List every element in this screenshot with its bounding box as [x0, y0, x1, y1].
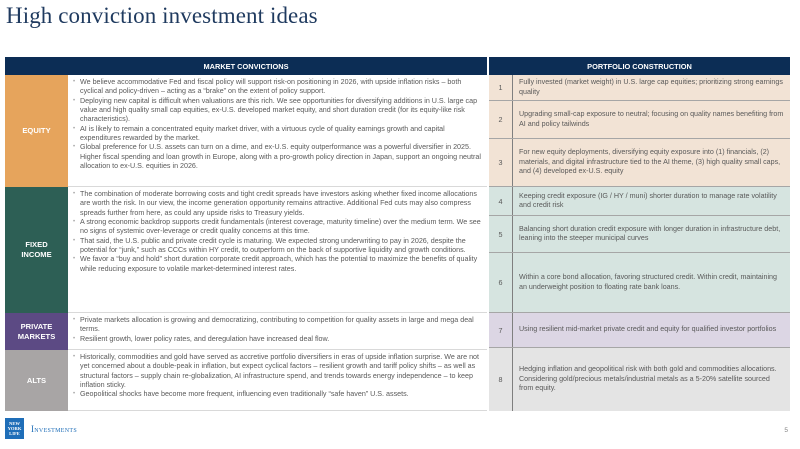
row-text: Hedging inflation and geopolitical risk with both gold and commodities allocations. Considering gold/precious metals/industrial metals as a 5-20% satellite sourced from equity.: [519, 365, 777, 393]
portfolio-row-1: [489, 75, 790, 101]
portfolio-row-7: [489, 313, 790, 348]
conviction-item: • That said, the U.S. public and private credit cycle is maturing. We expected strong underwriting to pay in 2026, despite the potential for “junk,” such as CCCs within HY credit, to outperform on the back of supportive liquidity and growth conditions.: [73, 237, 483, 256]
row-text: Upgrading small-cap exposure to neutral; focusing on quality names benefiting from AI and policy tailwinds: [519, 110, 784, 128]
conviction-item: • AI is likely to remain a concentrated equity market driver, with a virtuous cycle of quality earnings growth and capital expenditures rewarded by the market.: [73, 125, 483, 144]
category-label: PRIVATE MARKETS: [17, 321, 56, 341]
row-number: 1: [489, 75, 513, 100]
category-alts: ALTS: [5, 350, 68, 411]
investment-ideas-table: [5, 57, 790, 411]
conviction-item: • Geopolitical shocks have become more frequent, influencing even traditionally “safe haven” U.S. assets.: [73, 390, 483, 399]
conviction-item: • We favor a “buy and hold” short duration corporate credit approach, which has the potential to maximize the benefits of quality while reducing exposure to volatile market-determined interest rates.: [73, 255, 483, 274]
conviction-item: • Resilient growth, lower policy rates, and deregulation have increased deal flow.: [73, 335, 483, 344]
category-equity: EQUITY: [5, 75, 68, 187]
portfolio-row-5: [489, 216, 790, 253]
conviction-item: • A strong economic backdrop supports credit fundamentals (interest coverage, maturity timeline) over the medium term. We see no signs of systemic over-leverage or credit quality concerns at this time.: [73, 218, 483, 237]
row-text: For new equity deployments, diversifying equity exposure into (1) financials, (2) materials, and digital infrastructure tied to the AI theme, (3) high quality small caps, and (4) developed ex-U.S. equity: [519, 148, 781, 176]
row-text: Balancing short duration credit exposure with longer duration in infrastructure debt, leaning into the steeper municipal curves: [519, 224, 781, 242]
fixed-income-convictions: [68, 187, 487, 313]
row-number: 3: [489, 139, 513, 186]
market-convictions-header: MARKET CONVICTIONS: [5, 57, 487, 75]
portfolio-row-8: [489, 348, 790, 411]
row-number: 7: [489, 313, 513, 347]
portfolio-row-6: [489, 253, 790, 313]
row-text: Keeping credit exposure (IG / HY / muni) shorter duration to manage rate volatility and credit risk: [519, 191, 777, 209]
category-label: FIXED INCOME: [21, 240, 52, 259]
alts-convictions: [68, 350, 487, 411]
portfolio-row-4: [489, 187, 790, 216]
new-york-life-logo: [5, 418, 24, 439]
category-fixed-income: [5, 187, 68, 313]
page-number: 5: [784, 427, 788, 434]
portfolio-row-3: [489, 139, 790, 187]
conviction-item: • We believe accommodative Fed and fiscal policy will support risk-on positioning in 2026, with upside inflation risks – both cyclical and policy-driven – acting as a “brake” on the extent of policy support.: [73, 78, 483, 97]
conviction-item: • The combination of moderate borrowing costs and tight credit spreads have investors asking whether fixed income allocations are worth the risk. In our view, the income generation opportunity remains attractive. Additional Fed cuts may also compress spreads further from here, as could any upside risks to Treasury yields.: [73, 190, 483, 218]
row-text: Fully invested (market weight) in U.S. large cap equities; prioritizing strong earnings quality: [519, 78, 783, 96]
row-number: 2: [489, 101, 513, 138]
logo-line: NEW: [9, 421, 20, 426]
conviction-item: • Private markets allocation is growing and democratizing, contributing to competition for quality assets in large and mega deal terms.: [73, 316, 483, 335]
logo-line: YORK: [7, 426, 22, 431]
row-text: Within a core bond allocation, favoring structured credit. Within credit, maintaining an underweight position to floating rate bank loans.: [519, 273, 777, 291]
row-number: 6: [489, 253, 513, 312]
row-number: 4: [489, 187, 513, 215]
conviction-item: • Global preference for U.S. assets can turn on a dime, and ex-U.S. equity outperformance was a powerful diversifier in 2025. Higher fiscal spending and loan growth in Europe, along with a pro-growth policy direction in Japan, support an ongoing neutral allocation to ex-U.S. equities in 2026.: [73, 143, 483, 171]
category-private-markets: [5, 313, 68, 350]
brand-name: Investments: [31, 424, 77, 434]
logo-line: LIFE: [9, 431, 20, 436]
row-number: 8: [489, 348, 513, 411]
conviction-item: • Historically, commodities and gold have served as accretive portfolio diversifiers in eras of upside inflation surprise. We are not yet concerned about a double-peak in inflation, but expect cyclical factors – resilient growth and tariff policy shifts – as well as structural factors – supply chain re-globalization, AI infrastructure spend, and trends towards energy independence – to keep inflation sticky.: [73, 353, 483, 390]
equity-convictions: [68, 75, 487, 187]
conviction-item: • Deploying new capital is difficult when valuations are this rich. We see opportunities for diversifying additions in U.S. large cap value and high quality small cap equities, ex-U.S. developed market equity, and short duration credit (for its equity-like risk characteristics).: [73, 97, 483, 125]
row-text: Using resilient mid-market private credit and equity for qualified investor portfolios: [519, 325, 777, 334]
portfolio-construction-header: PORTFOLIO CONSTRUCTION: [489, 57, 790, 75]
portfolio-row-2: [489, 101, 790, 139]
row-number: 5: [489, 216, 513, 252]
private-markets-convictions: [68, 313, 487, 350]
page-title: High conviction investment ideas: [6, 3, 318, 28]
